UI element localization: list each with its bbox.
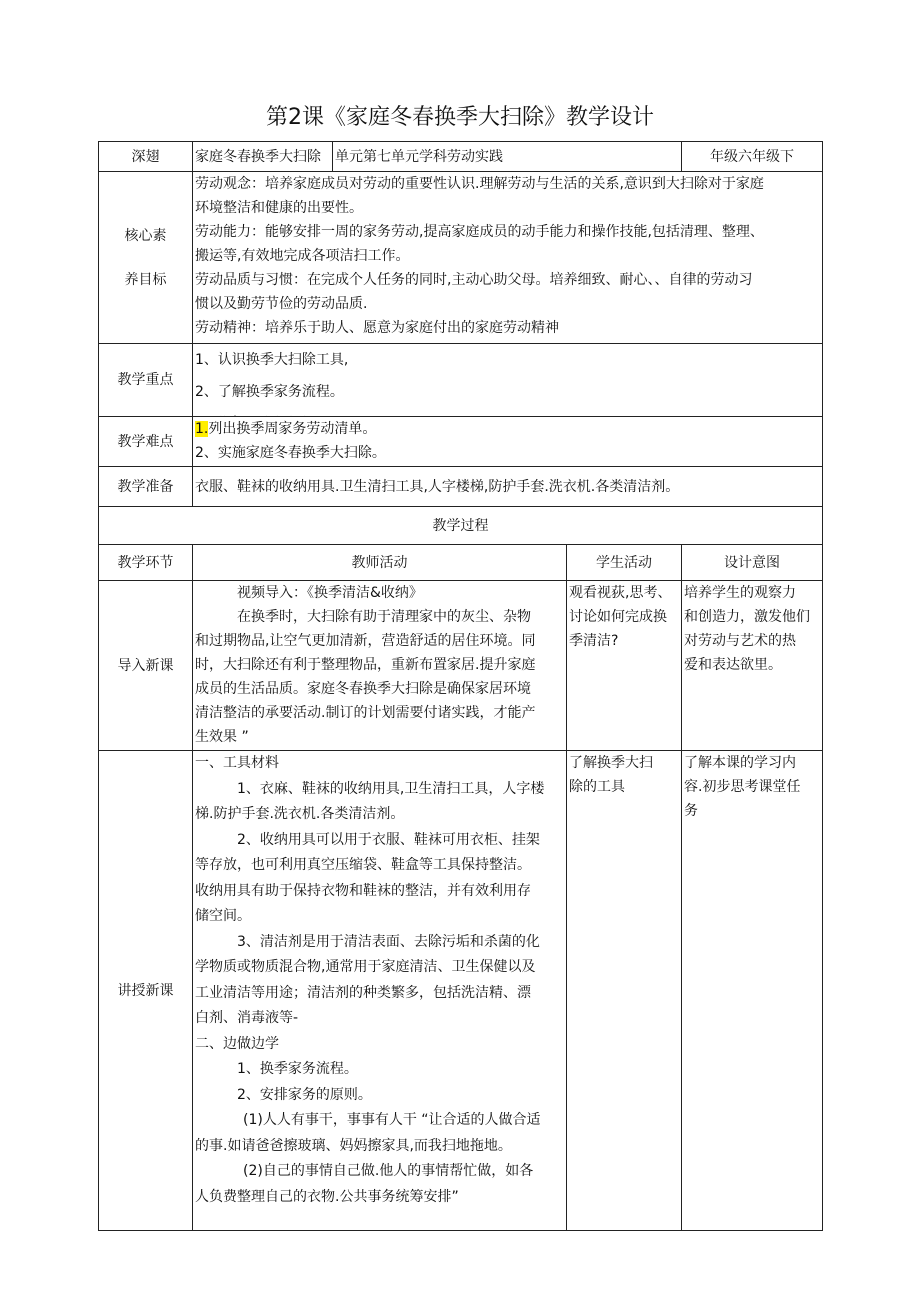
col-student: 学生活动 xyxy=(567,545,682,581)
page-title: 第2课《家庭冬春换季大扫除》教学设计 xyxy=(266,105,654,130)
lesson-plan-table xyxy=(98,141,823,1231)
preparation-row xyxy=(99,467,823,507)
topic-label: 深翅 xyxy=(99,142,193,172)
difficulties-content: 1.列出换季周家务劳动清单。 2、实施家庭冬春换季大扫除。 xyxy=(193,417,823,467)
intro-intent: 培养学生的观察力 和创造力，激发他们 对劳动与艺术的热 爱和表达欲里。 xyxy=(682,581,823,751)
intro-student: 观看视荻,思考、 讨论如何完成换 季清洁? xyxy=(567,581,682,751)
unit-value: 单元第七单元学科劳动实践 xyxy=(333,142,682,172)
grade-value: 年级六年级下 xyxy=(682,142,823,172)
key-points-row xyxy=(99,344,823,417)
lecture-teacher: 一、工具材料 1、衣麻、鞋袜的收纳用具,卫生清扫工具，人字楼 梯.防护手套.洗衣机.各类清洁剂。 2、收纳用具可以用于衣服、鞋袜可用衣柜、挂架 等存放，也可利用真空压缩袋、鞋盒等工具保持整洁。 收纳用具有助于保持衣物和鞋袜的整洁，并有效利用存 储空间。 3、清洁剂是用于清洁表面、去除污垢和杀菌的化 学物质或物质混合物,通常用于家庭清洁、卫生保健以及 工业清洁等用途；清洁剂的种类繁多，包括洗洁精、漂 白剂、消毒液等- 二、边做边学 1、换季家务流程。 2、安排家务的原则。 (1)人人有事干，事事有人干 “让合适的人做合适 的事.如请爸爸擦玻璃、妈妈擦家具,而我扫地拖地。 (2)自己的事情自己做.他人的事情帮忙做，如各 人负费整理自己的衣物.公共事务统筹安排” xyxy=(193,751,567,1231)
lecture-stage: 讲授新课 xyxy=(99,751,193,1231)
topic-value: 家庭冬春换季大扫除 xyxy=(193,142,333,172)
process-columns-row xyxy=(99,545,823,581)
col-stage: 教学环节 xyxy=(99,545,193,581)
intro-row xyxy=(99,581,823,751)
preparation-label: 教学准备 xyxy=(99,467,193,507)
goals-label: 核心素 养目标 xyxy=(99,172,193,344)
key-points-content: 1、认识换季大扫除工具, 2、了解换季家务流程。 xyxy=(193,344,823,417)
lecture-student: 了解换季大扫 除的工具 xyxy=(567,751,682,1231)
goals-content: 劳动观念：培养家庭成员对劳动的重要性认识.理解劳动与生活的关系,意识到大扫除对于家庭 环境整洁和健康的出要性。 劳动能力：能够安排一周的家务劳动,提高家庭成员的动手能力和操作技能,包括清理、整理、 搬运等,有效地完成各项洁扫工作。 劳动品质与习惯：在完成个人任务的同时,主动心助父母。培养细致、耐心、、自律的劳动习 惯以及勤劳节俭的劳动品质. 劳动精神：培养乐于助人、愿意为家庭付出的家庭劳动精神 xyxy=(193,172,823,344)
intro-stage: 导入新课 xyxy=(99,581,193,751)
lecture-row xyxy=(99,751,823,1231)
process-heading-row xyxy=(99,507,823,545)
process-heading: 教学过程 xyxy=(99,507,823,545)
goals-row xyxy=(99,172,823,344)
col-intent: 设计意图 xyxy=(682,545,823,581)
preparation-content: 衣服、鞋袜的收纳用具.卫生清扫工具,人字楼梯,防护手套.洗衣机.各类清洁剂。 xyxy=(193,467,823,507)
col-teacher: 教师活动 xyxy=(193,545,567,581)
key-points-label: 教学重点 xyxy=(99,344,193,417)
intro-teacher: 视频导入：《换季清洁&收纳》 在换季时，大扫除有助于清理家中的灰尘、杂物 和过期物品,让空气更加清新，营造舒适的居住环境。同 时，大扫除还有利于整理物品，重新布置家居.提升家庭 成员的生活品质。家庭冬春换季大扫除是确保家居环境 清洁整洁的承要活动.制订的计划需要付诸实践，才能产 生效果 ” xyxy=(193,581,567,751)
difficulties-label: 教学难点 xyxy=(99,417,193,467)
header-row xyxy=(99,142,823,172)
lecture-intent: 了解本课的学习内 容.初步思考课堂任 务 xyxy=(682,751,823,1231)
difficulties-row xyxy=(99,417,823,467)
